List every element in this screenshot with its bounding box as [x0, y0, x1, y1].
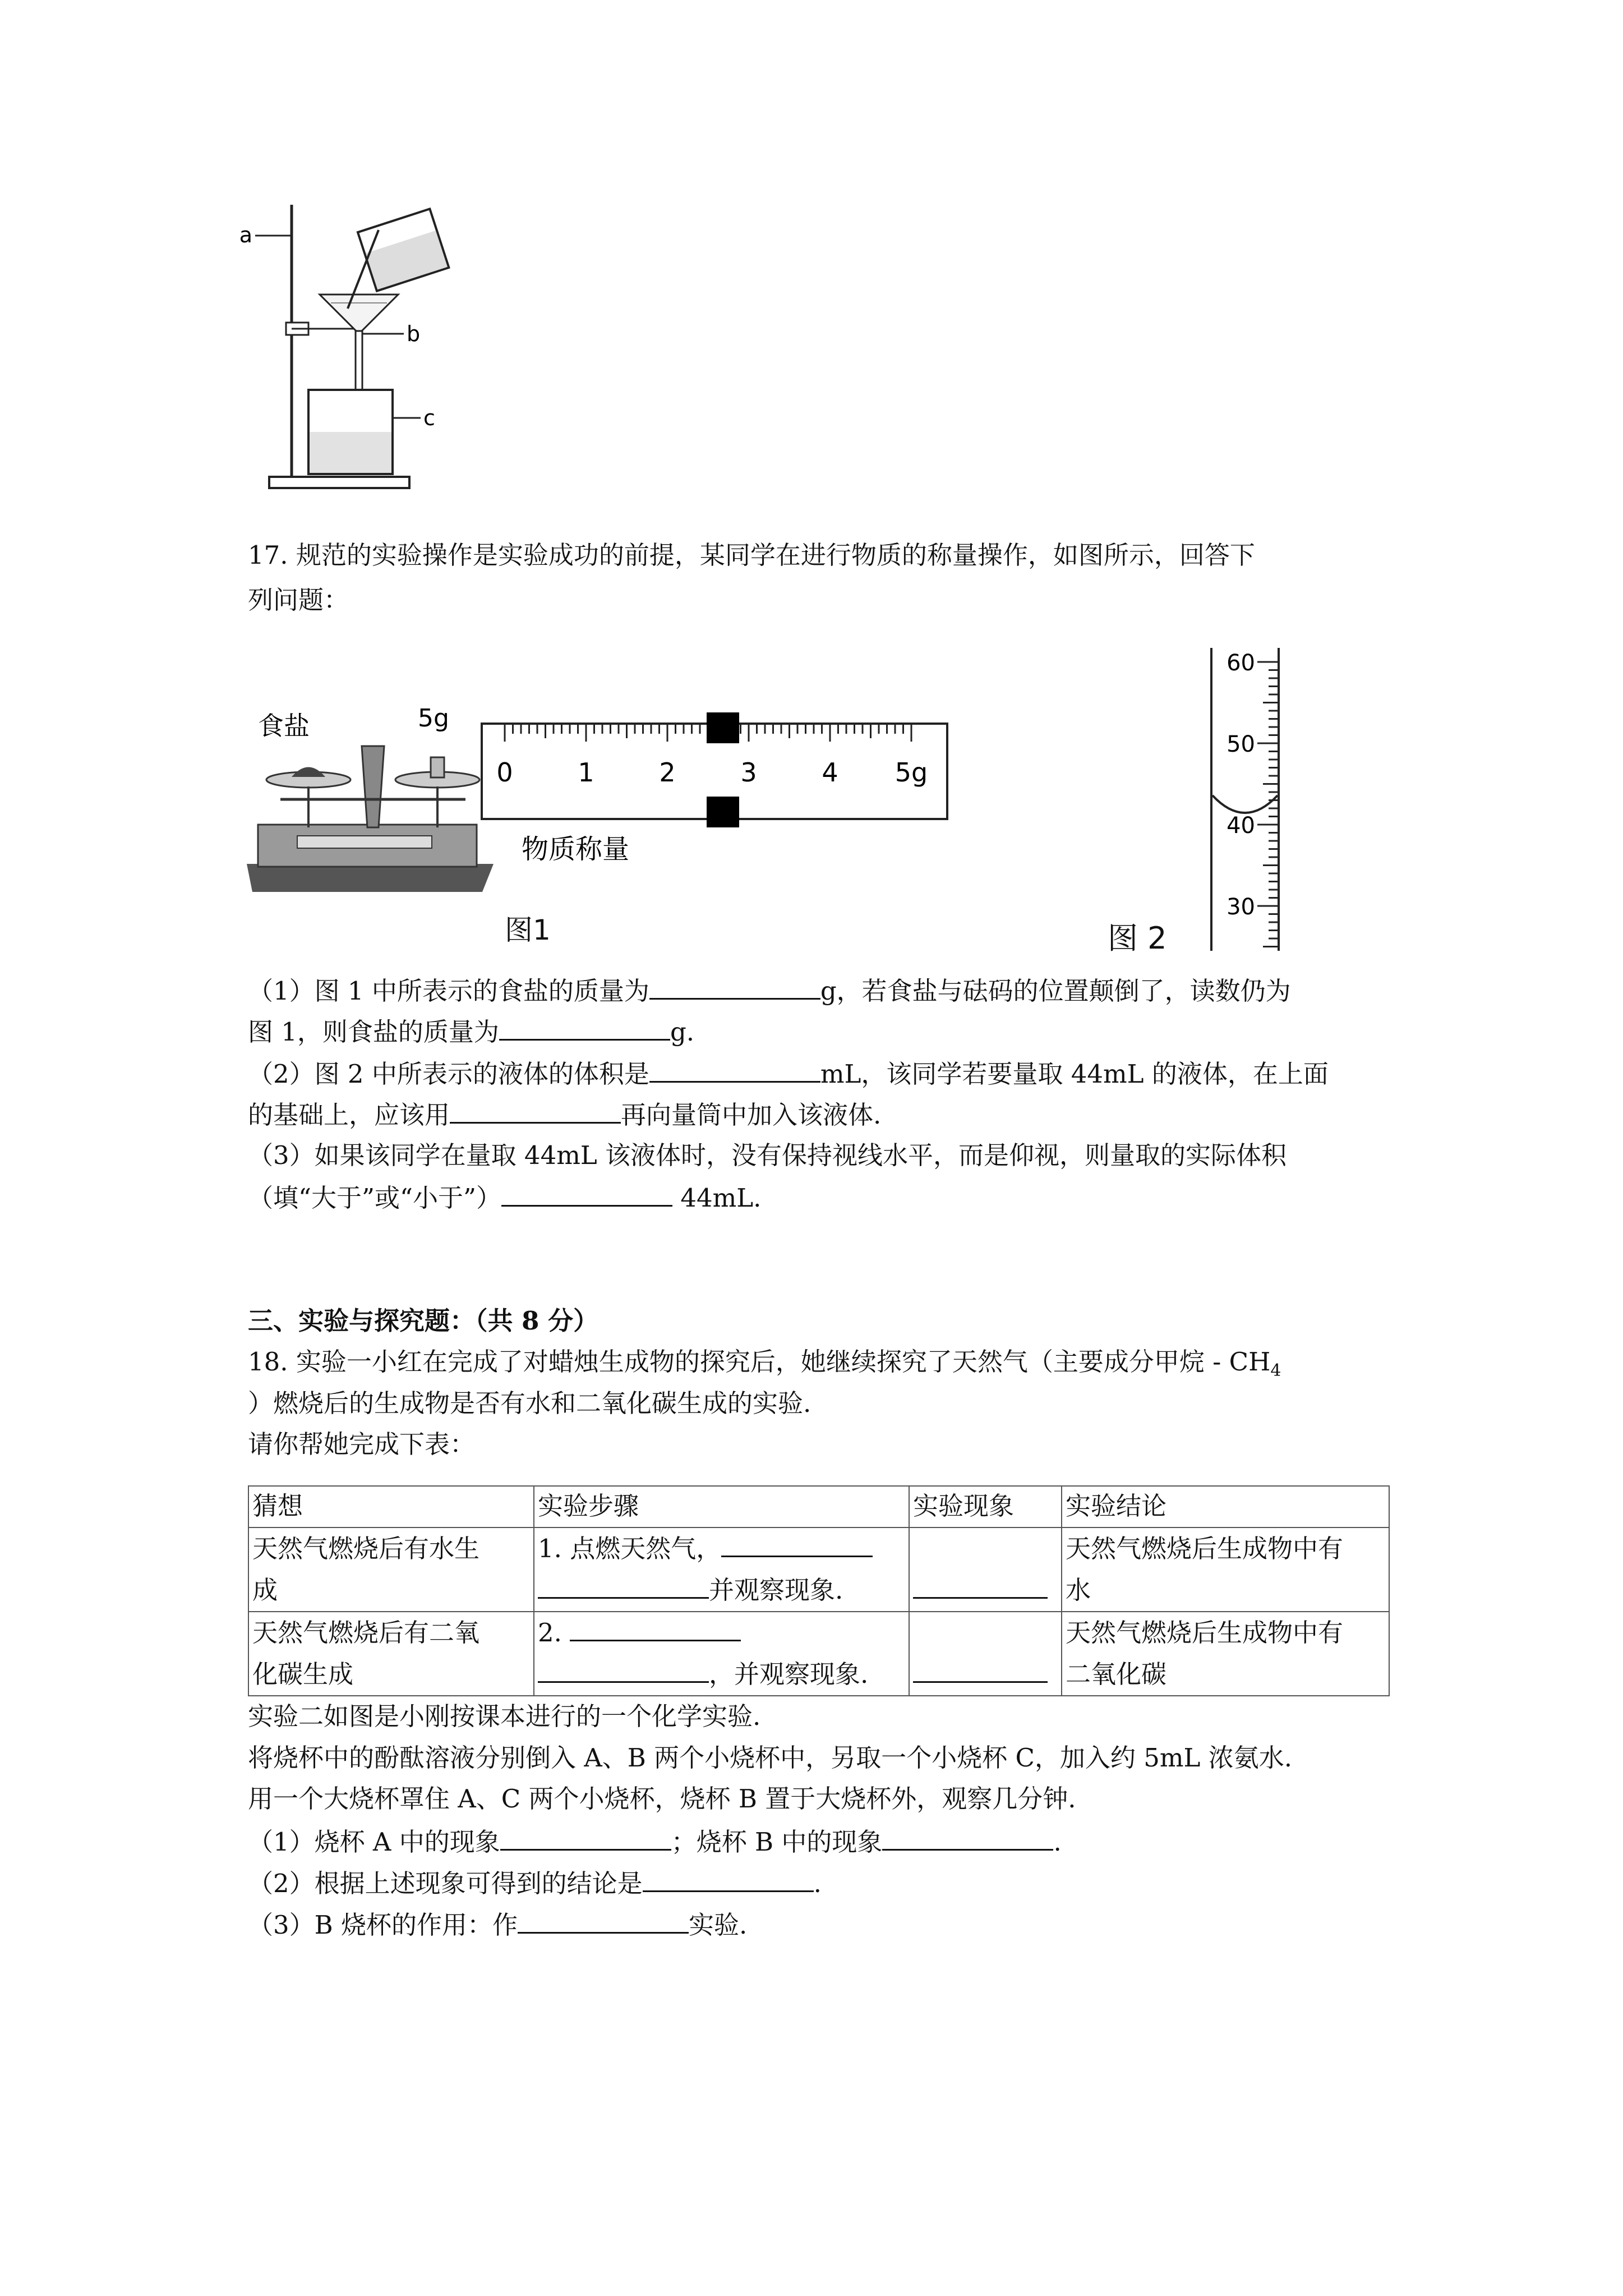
figure1-caption: 图1	[505, 914, 551, 946]
results-table	[248, 1485, 1390, 1696]
rider-top	[707, 712, 739, 743]
answer-blank-conclusion[interactable]	[643, 1866, 814, 1892]
figure2-cylinder	[1195, 639, 1301, 954]
filtration-apparatus-figure	[236, 196, 482, 499]
exp2-sub2: （2）根据上述现象可得到的结论是 .	[248, 1866, 822, 1901]
header-guess: 猜想	[248, 1486, 534, 1527]
answer-blank-step2-b[interactable]	[538, 1657, 709, 1683]
cylinder-tick-label: 30	[1227, 894, 1255, 920]
q17-part2-line2: 的基础上，应该用 再向量筒中加入该液体.	[248, 1097, 881, 1132]
salt-label: 食盐	[258, 711, 310, 741]
funnel	[320, 295, 398, 331]
header-conclusion: 实验结论	[1062, 1486, 1389, 1527]
scale-caption: 物质称量	[522, 834, 630, 865]
answer-blank-role[interactable]	[518, 1907, 689, 1934]
figure2-caption: 图 2	[1108, 921, 1167, 956]
answer-blank-step1-a[interactable]	[721, 1531, 873, 1557]
rider-scale	[479, 712, 956, 892]
meniscus	[1212, 795, 1278, 813]
header-steps: 实验步骤	[534, 1486, 909, 1527]
q18-stem-line1: 18. 实验一小红在完成了对蜡烛生成物的探究后，她继续探究了天然气（主要成分甲烷 - $CH_4$	[248, 1347, 1281, 1381]
cell-conclusion-water: 天然气燃烧后生成物中有 水	[1062, 1527, 1389, 1612]
q17-part1-line2: 图 1，则食盐的质量为 g.	[248, 1014, 694, 1049]
balance-base	[247, 864, 494, 892]
q17-part2-line1: （2）图 2 中所表示的液体的体积是 mL，该同学若要量取 44mL 的液体，在上面	[248, 1056, 1329, 1091]
scale-tick-label: 4	[822, 757, 838, 788]
cylinder-tick-label: 40	[1227, 813, 1255, 839]
scale-tick-label: 0	[496, 757, 513, 788]
exp2-sub3: （3）B 烧杯的作用：作 实验.	[248, 1907, 747, 1942]
q17-stem-line2: 列问题：	[248, 585, 349, 615]
scale-tick-label: 3	[740, 757, 757, 788]
answer-blank-liquid-volume[interactable]	[649, 1056, 820, 1083]
cell-phenomenon-water	[909, 1527, 1062, 1612]
label-b: b	[407, 321, 421, 346]
scale-tick-label: 5g	[895, 757, 928, 788]
scale-tick-label: 1	[578, 757, 594, 788]
salt-pile	[292, 767, 325, 777]
cell-conclusion-co2: 天然气燃烧后生成物中有 二氧化碳	[1062, 1612, 1389, 1696]
answer-blank-beaker-b[interactable]	[882, 1824, 1053, 1851]
q17-stem-line1: 17. 规范的实验操作是实验成功的前提，某同学在进行物质的称量操作，如图所示，回答下	[248, 540, 1255, 570]
exp2-line2: 将烧杯中的酚酞溶液分别倒入 A、B 两个小烧杯中，另取一个小烧杯 C，加入约 5mL 浓氨水.	[248, 1743, 1293, 1773]
rider-bottom	[707, 797, 739, 827]
exp2-line1: 实验二如图是小刚按课本进行的一个化学实验.	[248, 1701, 761, 1731]
cell-phenomenon-co2	[909, 1612, 1062, 1696]
scale-tick-label: 2	[659, 757, 676, 788]
balance-pillar	[362, 746, 384, 827]
answer-blank-phenomenon-water[interactable]	[913, 1572, 1048, 1599]
q18-stem-line2: ）燃烧后的生成物是否有水和二氧化碳生成的实验.	[248, 1388, 811, 1418]
cylinder-tick-label: 60	[1227, 650, 1255, 676]
q18-stem-line3: 请你帮她完成下表：	[248, 1429, 476, 1459]
q17-part3-line1: （3）如果该同学在量取 44mL 该液体时，没有保持视线水平，而是仰视，则量取的实际体积	[248, 1140, 1287, 1170]
answer-blank-beaker-a[interactable]	[500, 1824, 671, 1851]
cell-guess-co2: 天然气燃烧后有二氧 化碳生成	[248, 1612, 534, 1696]
label-c: c	[423, 406, 435, 430]
q17-part1-line1: （1）图 1 中所表示的食盐的质量为 g，若食盐与砝码的位置颠倒了，读数仍为	[248, 973, 1291, 1008]
section3-title: 三、实验与探究题：（共 8 分）	[248, 1306, 599, 1336]
table-row-water	[248, 1527, 1389, 1612]
cell-guess-water: 天然气燃烧后有水生 成	[248, 1527, 534, 1612]
exp2-line3: 用一个大烧杯罩住 A、C 两个小烧杯，烧杯 B 置于大烧杯外，观察几分钟.	[248, 1784, 1076, 1814]
answer-blank-step2-a[interactable]	[570, 1615, 741, 1641]
q17-part3-line2: （填“大于”或“小于”） 44mL.	[248, 1180, 761, 1215]
cylinder-tick-label: 50	[1227, 731, 1255, 757]
answer-blank-compare[interactable]	[501, 1180, 672, 1207]
cylinder-tick-labels	[1227, 650, 1255, 920]
answer-blank-salt-mass-reversed[interactable]	[499, 1014, 670, 1041]
exp2-sub1: （1）烧杯 A 中的现象 ；烧杯 B 中的现象 .	[248, 1824, 1062, 1859]
cell-step-co2: 2. ，并观察现象.	[534, 1612, 909, 1696]
cell-step-water: 1. 点燃天然气， 并观察现象.	[534, 1527, 909, 1612]
table-row-co2	[248, 1612, 1389, 1696]
stand-base	[269, 477, 409, 488]
weight-label: 5g	[418, 704, 449, 733]
figure1-balance	[247, 696, 499, 903]
label-a: a	[239, 223, 252, 247]
header-phenomenon: 实验现象	[909, 1486, 1062, 1527]
answer-blank-salt-mass[interactable]	[649, 973, 820, 1000]
table-header-row	[248, 1486, 1389, 1527]
answer-blank-step1-b[interactable]	[538, 1572, 709, 1599]
answer-blank-tool[interactable]	[450, 1097, 621, 1124]
weight-5g	[431, 757, 444, 777]
answer-blank-phenomenon-co2[interactable]	[913, 1657, 1048, 1683]
